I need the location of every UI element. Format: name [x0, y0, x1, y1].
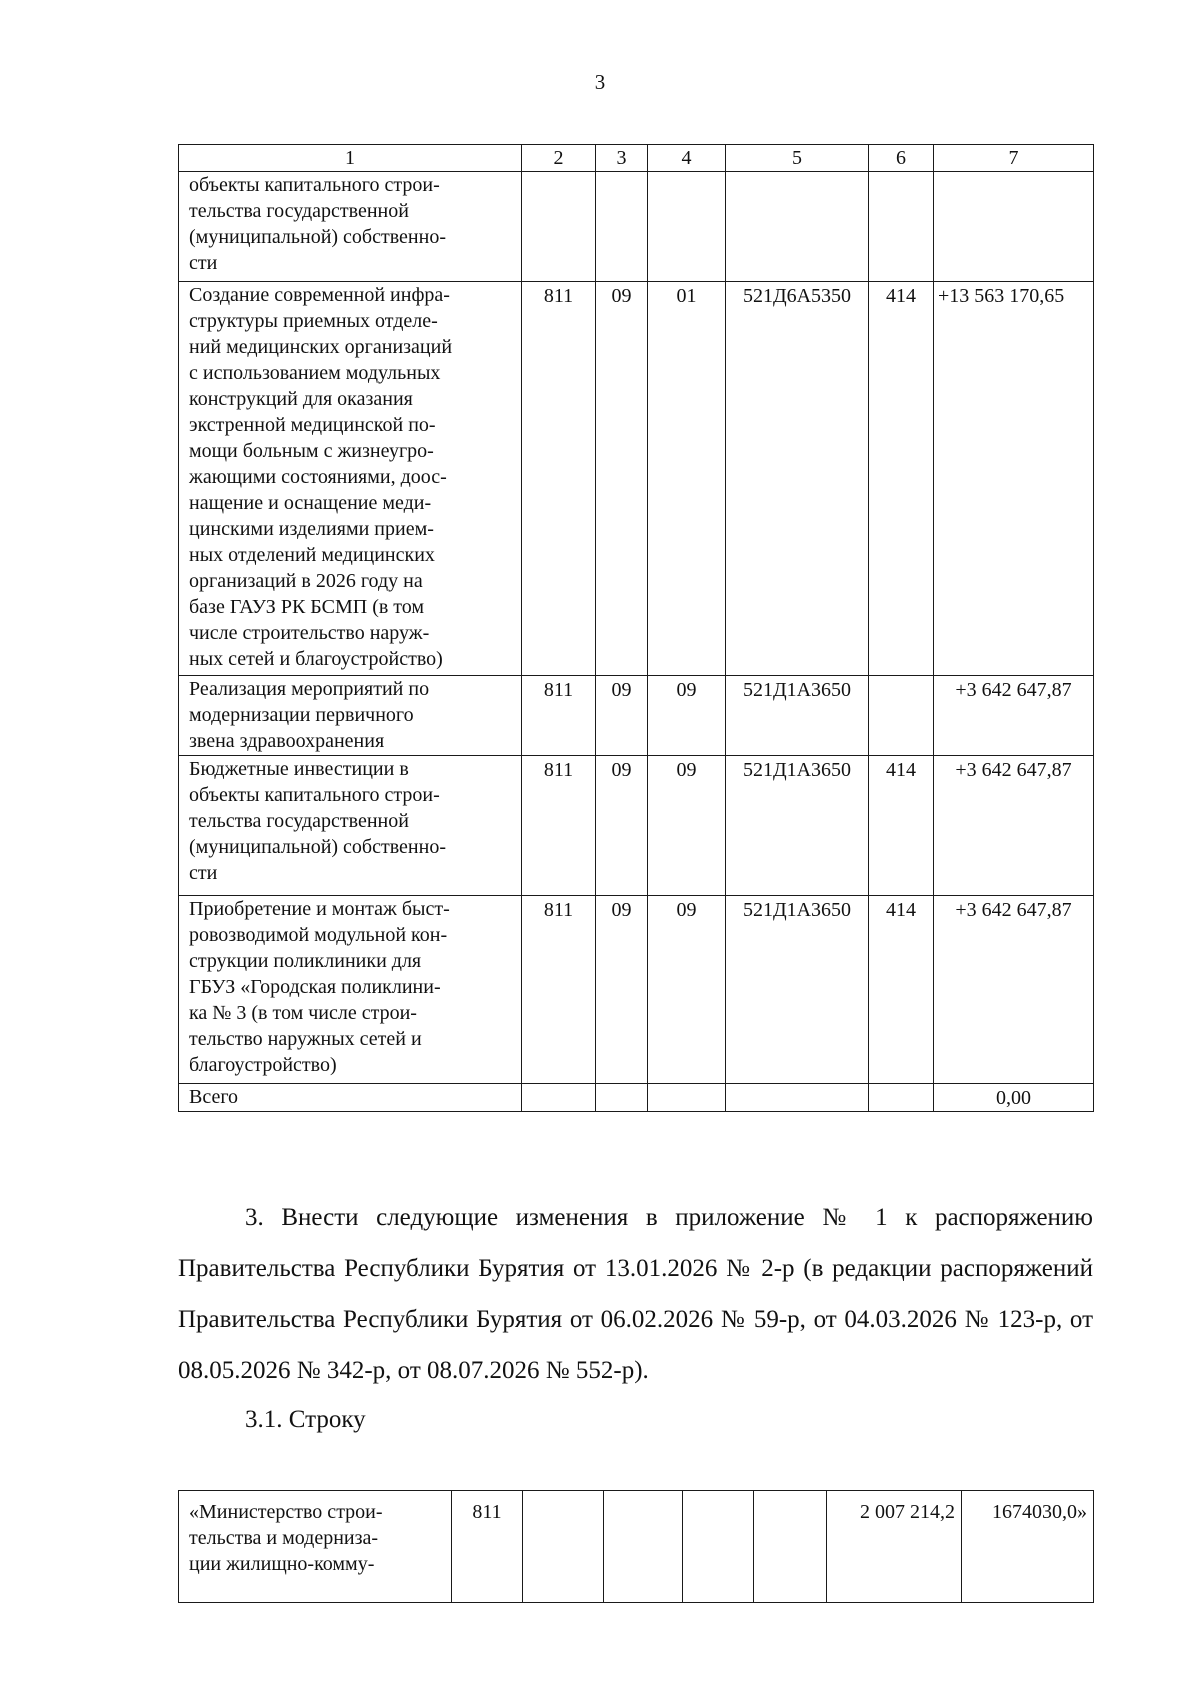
row-description: Реализация мероприятий по модернизации первичного звена здравоохранения — [179, 676, 522, 756]
column-header: 7 — [934, 145, 1094, 172]
empty-cell — [523, 1491, 604, 1603]
column-header: 6 — [869, 145, 934, 172]
table-row — [179, 756, 1094, 896]
cell-podrazdel: 09 — [648, 756, 726, 896]
cell-glava: 811 — [522, 756, 596, 896]
cell-amount: +13 563 170,65 — [934, 282, 1094, 676]
cell-razdel: 09 — [596, 676, 648, 756]
cell-expense-type — [869, 1084, 934, 1112]
cell-expense-type: 414 — [869, 756, 934, 896]
page-number: 3 — [594, 70, 606, 94]
table-row — [179, 282, 1094, 676]
cell-podrazdel — [648, 172, 726, 282]
cell-target-article — [726, 1084, 869, 1112]
cell-expense-type — [869, 676, 934, 756]
ministry-row-table — [178, 1490, 1094, 1603]
row-description: Создание современной инфра- структуры приемных отделе- ний медицинских организаций с использованием модульных конструкций для оказания экстренной медицинской по- мощи больным с жизнеугро- жающими состояниями, доос- нащение и оснащение меди- цинскими изделиями прием- ных отделений медицинских организаций в 2026 году на базе ГАУЗ РК БСМП (в том числе строительство наруж- ных сетей и благоустройство) — [179, 282, 522, 676]
cell-razdel: 09 — [596, 282, 648, 676]
cell-razdel — [596, 1084, 648, 1112]
cell-target-article: 521Д1А3650 — [726, 756, 869, 896]
table-row — [179, 676, 1094, 756]
cell-glava: 811 — [522, 282, 596, 676]
cell-amount — [934, 172, 1094, 282]
cell-glava — [522, 172, 596, 282]
cell-amount: +3 642 647,87 — [934, 676, 1094, 756]
cell-glava: 811 — [522, 676, 596, 756]
column-header: 3 — [596, 145, 648, 172]
table-header-row — [179, 145, 1094, 172]
paragraph-3: 3. Внести следующие изменения в приложение № 1 к распоряжению Правительства Республики Бурятия от 13.01.2026 № 2-р (в редакции распоряжений Правительства Республики Бурятия от 06.02.2026 № 59-р, от 04.03.2026 № 123-р, от 08.05.2026 № 342-р, от 08.07.2026 № 552-р). — [178, 1204, 1093, 1384]
row-description: Бюджетные инвестиции в объекты капитального строи- тельства государственной (муниципальной) собственно- сти — [179, 756, 522, 896]
cell-target-article — [726, 172, 869, 282]
empty-cell — [754, 1491, 827, 1603]
column-header: 4 — [648, 145, 726, 172]
amount-cell: 2 007 214,2 — [827, 1491, 962, 1603]
cell-podrazdel: 09 — [648, 676, 726, 756]
row-description: Всего — [179, 1084, 522, 1112]
cell-podrazdel: 09 — [648, 896, 726, 1084]
cell-expense-type: 414 — [869, 896, 934, 1084]
table-total-row — [179, 1084, 1094, 1112]
column-header: 5 — [726, 145, 869, 172]
cell-total-amount: 0,00 — [934, 1084, 1094, 1112]
cell-target-article: 521Д6А5350 — [726, 282, 869, 676]
paragraph-3-1: 3.1. Строку — [245, 1406, 366, 1433]
amount-cell: 1674030,0» — [962, 1491, 1094, 1603]
cell-podrazdel: 01 — [648, 282, 726, 676]
cell-amount: +3 642 647,87 — [934, 896, 1094, 1084]
column-header: 1 — [179, 145, 522, 172]
cell-razdel — [596, 172, 648, 282]
ministry-name: «Министерство строи- тельства и модерниза- ции жилищно-комму- — [179, 1491, 452, 1603]
cell-razdel: 09 — [596, 896, 648, 1084]
empty-cell — [683, 1491, 754, 1603]
row-description: Приобретение и монтаж быст- ровозводимой модульной кон- струкции поликлиники для ГБУЗ «Городская поликлини- ка № 3 (в том числе строи- тельство наружных сетей и благоустройство) — [179, 896, 522, 1084]
cell-glava — [522, 1084, 596, 1112]
ministry-code: 811 — [452, 1491, 523, 1603]
cell-expense-type: 414 — [869, 282, 934, 676]
cell-amount: +3 642 647,87 — [934, 756, 1094, 896]
cell-expense-type — [869, 172, 934, 282]
cell-podrazdel — [648, 1084, 726, 1112]
cell-target-article: 521Д1А3650 — [726, 676, 869, 756]
cell-target-article: 521Д1А3650 — [726, 896, 869, 1084]
table-row — [179, 896, 1094, 1084]
row-description: объекты капитального строи- тельства государственной (муниципальной) собственно- сти — [179, 172, 522, 282]
cell-glava: 811 — [522, 896, 596, 1084]
column-header: 2 — [522, 145, 596, 172]
table-row — [179, 172, 1094, 282]
cell-razdel: 09 — [596, 756, 648, 896]
empty-cell — [604, 1491, 683, 1603]
appropriations-table — [178, 144, 1094, 1112]
table-row — [179, 1491, 1094, 1603]
